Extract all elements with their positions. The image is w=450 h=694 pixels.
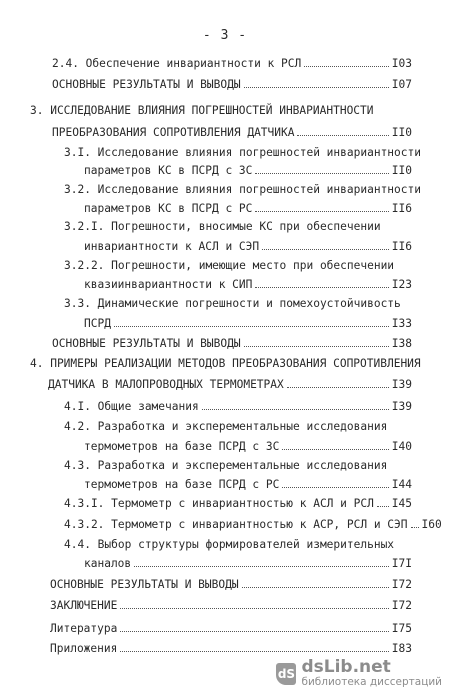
toc-dot-leader	[255, 276, 388, 288]
toc-entry-title: термометров на базе ПСРД с РС	[84, 478, 280, 491]
toc-entry-page: II0	[391, 126, 412, 139]
toc-entry-title: термометров на базе ПСРД с ЗС	[84, 440, 280, 453]
toc-entry-title: ОСНОВНЫЕ РЕЗУЛЬТАТЫ И ВЫВОДЫ	[52, 78, 241, 91]
toc-entry	[84, 162, 412, 178]
toc-entry-title: ОСНОВНЫЕ РЕЗУЛЬТАТЫ И ВЫВОДЫ	[50, 578, 239, 591]
toc-entry	[84, 476, 412, 492]
toc-entry-page: I75	[391, 622, 412, 635]
toc-entry-page: I83	[391, 642, 412, 655]
toc-entry-title: 2.4. Обеспечение инвариантности к РСЛ	[52, 57, 302, 70]
toc-dot-leader	[120, 597, 388, 609]
toc-dot-leader	[304, 55, 389, 67]
toc-dot-leader	[287, 376, 389, 388]
toc-entry	[52, 124, 412, 140]
toc-entry-title: ПРЕОБРАЗОВАНИЯ СОПРОТИВЛЕНИЯ ДАТЧИКА	[52, 126, 295, 139]
toc-entry	[52, 76, 412, 92]
toc-dot-leader	[262, 238, 389, 250]
toc-entry	[30, 103, 374, 119]
toc-entry	[64, 296, 401, 312]
toc-dot-leader	[282, 438, 388, 450]
toc-entry-title: 4.3.I. Термометр с инвариантностью к АСЛ и РСЛ	[64, 497, 374, 510]
toc-entry-title: ЗАКЛЮЧЕНИЕ	[50, 599, 118, 612]
toc-entry-title: 3.2.2. Погрешности, имеющие место при обеспечении	[64, 259, 395, 272]
toc-entry-page: I40	[391, 440, 412, 453]
toc-entry	[50, 576, 412, 592]
toc-entry-page: I07	[391, 78, 412, 91]
toc-entry-title: 4.3. Разработка и эксперементальные исследования	[64, 459, 388, 472]
toc-dot-leader	[297, 124, 388, 136]
toc-entry	[64, 182, 421, 198]
toc-entry-title: параметров КС в ПСРД с ЗС	[84, 164, 253, 177]
toc-dot-leader	[377, 495, 389, 507]
toc-entry	[64, 458, 387, 474]
toc-entry	[84, 438, 412, 454]
toc-entry	[64, 495, 412, 511]
toc-entry-page: I38	[391, 337, 412, 350]
toc-entry-page: I39	[391, 400, 412, 413]
toc-entry-title: Литература	[50, 622, 118, 635]
watermark-title: dsLib.net	[301, 657, 391, 678]
toc-entry	[48, 376, 412, 392]
toc-entry-title: каналов	[84, 557, 132, 570]
toc-entry	[64, 398, 412, 414]
toc-entry-title: 4.4. Выбор структуры формирователей измерительных	[64, 538, 395, 551]
toc-entry-page: I45	[391, 497, 412, 510]
toc-entry	[50, 597, 412, 613]
toc-entry-title: 3.I. Исследование влияния погрешностей инвариантности	[64, 146, 421, 159]
toc-entry-page: I72	[391, 578, 412, 591]
toc-entry-title: Приложения	[50, 642, 118, 655]
toc-entry-title: 4.3.2. Термометр с инвариантностью к АСР, РСЛ и СЭП	[64, 518, 408, 531]
toc-dot-leader	[114, 315, 389, 327]
toc-dot-leader	[255, 200, 388, 212]
toc-dot-leader	[120, 640, 388, 652]
toc-dot-leader	[202, 398, 389, 410]
toc-entry-page: II6	[391, 240, 412, 253]
toc-entry-page: I60	[421, 518, 442, 531]
toc-entry	[30, 356, 421, 372]
toc-entry	[50, 640, 412, 656]
toc-entry-page: I72	[391, 599, 412, 612]
watermark	[276, 659, 442, 688]
toc-entry-title: 3.2. Исследование влияния погрешностей инвариантности	[64, 183, 421, 196]
toc-dot-leader	[244, 76, 389, 88]
toc-dot-leader	[134, 555, 389, 567]
toc-entry	[64, 145, 421, 161]
toc-entry-title: ОСНОВНЫЕ РЕЗУЛЬТАТЫ И ВЫВОДЫ	[52, 337, 241, 350]
toc-entry-title: ДАТЧИКА В МАЛОПРОВОДНЫХ ТЕРМОМЕТРАХ	[48, 378, 284, 391]
toc-dot-leader	[244, 335, 389, 347]
toc-entry-title: 3.2.I. Погрешности, вносимые КС при обеспечении	[64, 220, 381, 233]
toc-entry-page: I44	[391, 478, 412, 491]
toc-entry	[64, 419, 387, 435]
toc-dot-leader	[255, 162, 388, 174]
toc-entry-title: ПСРД	[84, 317, 111, 330]
watermark-subtitle: библиотека диссертаций	[301, 675, 442, 688]
toc-entry	[52, 335, 412, 351]
toc-dot-leader	[282, 476, 388, 488]
toc-entry-page: II0	[391, 164, 412, 177]
toc-dot-leader	[411, 516, 419, 528]
toc-entry-title: 3.3. Динамические погрешности и помехоустойчивость	[64, 297, 401, 310]
toc-entry-title: квазиинвариантности к СИП	[84, 278, 253, 291]
toc-entry-title: 4.I. Общие замечания	[64, 400, 199, 413]
toc-entry-page: I23	[391, 278, 412, 291]
toc-entry	[84, 238, 412, 254]
toc-entry	[64, 537, 394, 553]
toc-entry-title: инвариантности к АСЛ и СЭП	[84, 240, 260, 253]
toc-entry-page: I33	[391, 317, 412, 330]
toc-entry-page: II6	[391, 202, 412, 215]
toc-entry-page: I03	[391, 57, 412, 70]
toc-entry	[84, 555, 412, 571]
toc-entry-title: параметров КС в ПСРД с РС	[84, 202, 253, 215]
toc-entry-title: 3. ИССЛЕДОВАНИЕ ВЛИЯНИЯ ПОГРЕШНОСТЕЙ ИНВАРИАНТНОСТИ	[30, 104, 374, 117]
toc-dot-leader	[120, 620, 388, 632]
toc-entry-page: I7I	[391, 557, 412, 570]
toc-entry-title: 4. ПРИМЕРЫ РЕАЛИЗАЦИИ МЕТОДОВ ПРЕОБРАЗОВАНИЯ СОПРОТИВЛЕНИЯ	[30, 357, 421, 370]
watermark-logo-icon: dS	[276, 663, 296, 685]
toc-entry	[84, 276, 412, 292]
toc-dot-leader	[242, 576, 389, 588]
toc-entry	[64, 516, 442, 532]
toc-entry	[64, 258, 394, 274]
toc-entry	[64, 219, 381, 235]
page-number: - 3 -	[202, 28, 248, 43]
toc-entry	[50, 620, 412, 636]
toc-entry	[52, 55, 412, 71]
toc-entry	[84, 315, 412, 331]
toc-entry	[84, 200, 412, 216]
toc-entry-title: 4.2. Разработка и эксперементальные исследования	[64, 420, 388, 433]
toc-entry-page: I39	[391, 378, 412, 391]
